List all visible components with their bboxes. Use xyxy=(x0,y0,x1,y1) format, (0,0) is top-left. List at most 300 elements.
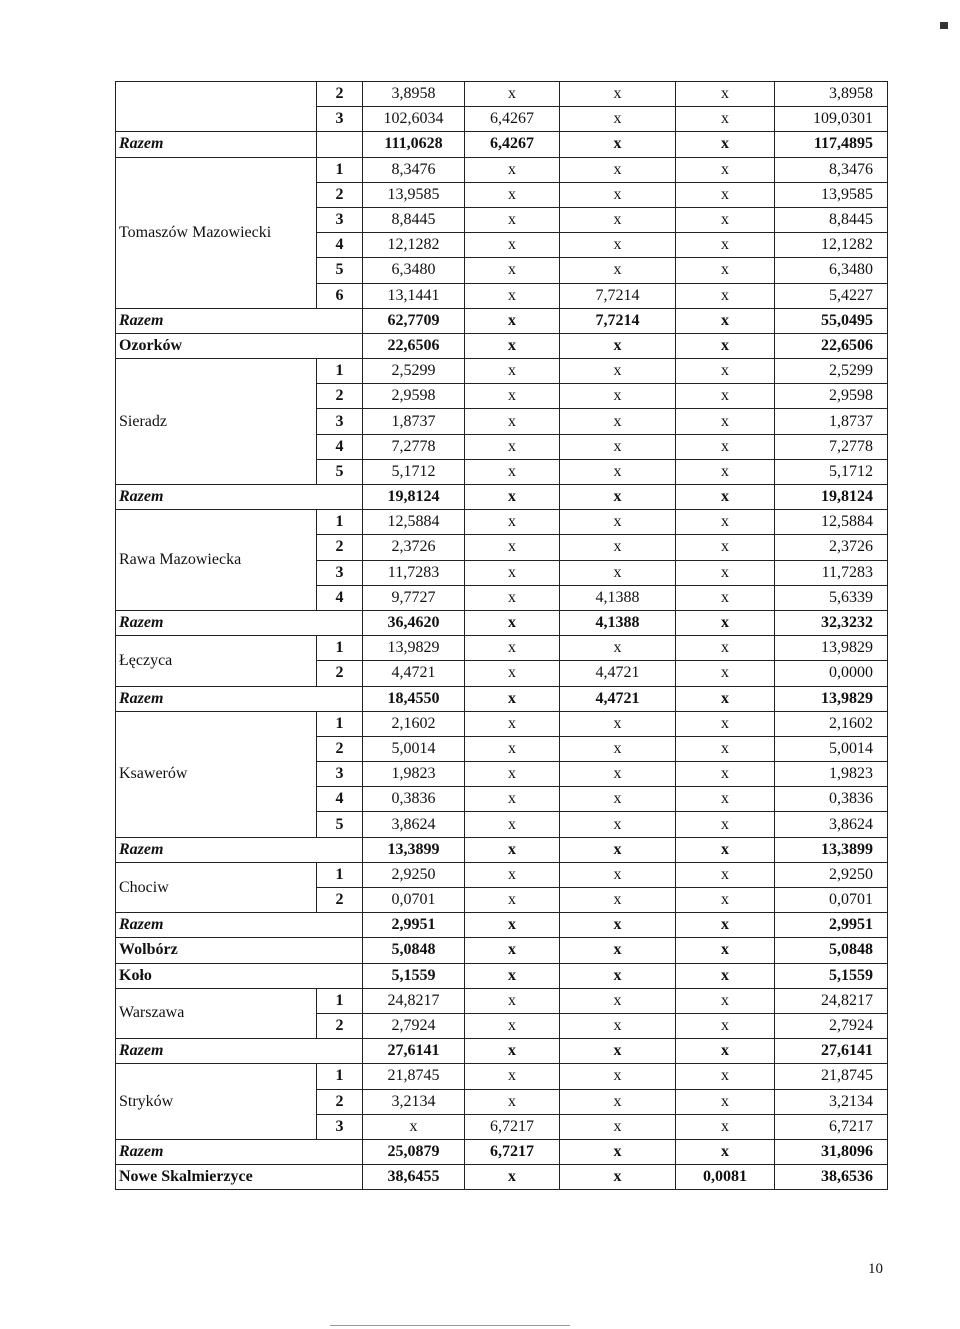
table-row xyxy=(116,988,888,1013)
value-cell: x xyxy=(560,1013,676,1038)
value-cell: x xyxy=(560,636,676,661)
value-cell: 22,6506 xyxy=(363,333,465,358)
municipality-cell: Nowe Skalmierzyce xyxy=(116,1165,363,1190)
total-cell: 2,7924 xyxy=(775,1013,888,1038)
value-cell: 4,4721 xyxy=(560,686,676,711)
value-cell: 6,4267 xyxy=(465,132,560,157)
value-cell: x xyxy=(465,963,560,988)
total-cell: 5,1712 xyxy=(775,459,888,484)
total-cell: 1,9823 xyxy=(775,762,888,787)
plot-number-cell: 2 xyxy=(317,384,363,409)
value-cell: x xyxy=(676,736,775,761)
value-cell: 6,7217 xyxy=(465,1139,560,1164)
municipality-cell: Razem xyxy=(116,132,317,157)
value-cell: 2,5299 xyxy=(363,359,465,384)
plot-number-cell: 2 xyxy=(317,182,363,207)
value-cell: x xyxy=(560,913,676,938)
municipality-cell: Razem xyxy=(116,837,363,862)
municipality-cell: Razem xyxy=(116,913,363,938)
total-cell: 13,9829 xyxy=(775,686,888,711)
municipality-cell: Warszawa xyxy=(116,988,317,1038)
value-cell: x xyxy=(676,1114,775,1139)
total-cell: 5,0848 xyxy=(775,938,888,963)
value-cell: x xyxy=(676,207,775,232)
plot-number-cell: 5 xyxy=(317,459,363,484)
table-row xyxy=(116,636,888,661)
value-cell: x xyxy=(560,1165,676,1190)
value-cell: x xyxy=(465,888,560,913)
value-cell: x xyxy=(465,157,560,182)
value-cell: x xyxy=(560,1039,676,1064)
value-cell: x xyxy=(676,888,775,913)
plot-number-cell: 2 xyxy=(317,888,363,913)
value-cell: x xyxy=(465,812,560,837)
value-cell: 2,3726 xyxy=(363,535,465,560)
value-cell: x xyxy=(560,107,676,132)
value-cell: x xyxy=(560,1089,676,1114)
value-cell: x xyxy=(465,1165,560,1190)
total-cell: 55,0495 xyxy=(775,308,888,333)
value-cell: x xyxy=(465,560,560,585)
plot-number-cell: 3 xyxy=(317,107,363,132)
value-cell: x xyxy=(560,736,676,761)
table-row xyxy=(116,963,888,988)
plot-number-cell: 3 xyxy=(317,560,363,585)
total-cell: 8,3476 xyxy=(775,157,888,182)
value-cell: 0,3836 xyxy=(363,787,465,812)
value-cell: 13,3899 xyxy=(363,837,465,862)
value-cell: x xyxy=(560,132,676,157)
value-cell: x xyxy=(465,686,560,711)
value-cell: x xyxy=(560,1064,676,1089)
value-cell: 2,9250 xyxy=(363,862,465,887)
total-cell: 21,8745 xyxy=(775,1064,888,1089)
plot-number-cell: 4 xyxy=(317,585,363,610)
value-cell: 7,2778 xyxy=(363,434,465,459)
plot-number-cell: 5 xyxy=(317,812,363,837)
value-cell: x xyxy=(560,988,676,1013)
value-cell: x xyxy=(676,258,775,283)
value-cell: x xyxy=(465,913,560,938)
total-cell: 38,6536 xyxy=(775,1165,888,1190)
total-cell: 2,5299 xyxy=(775,359,888,384)
total-cell: 2,3726 xyxy=(775,535,888,560)
value-cell: x xyxy=(676,233,775,258)
value-cell: x xyxy=(676,132,775,157)
value-cell: 38,6455 xyxy=(363,1165,465,1190)
value-cell: x xyxy=(560,333,676,358)
value-cell: 6,7217 xyxy=(465,1114,560,1139)
value-cell: 3,8958 xyxy=(363,82,465,107)
total-cell: 3,8958 xyxy=(775,82,888,107)
plot-number-cell: 1 xyxy=(317,1064,363,1089)
value-cell: x xyxy=(465,283,560,308)
total-cell: 31,8096 xyxy=(775,1139,888,1164)
value-cell: 3,8624 xyxy=(363,812,465,837)
value-cell: 4,1388 xyxy=(560,610,676,635)
table-row xyxy=(116,862,888,887)
value-cell: 4,4721 xyxy=(560,661,676,686)
value-cell: x xyxy=(676,1089,775,1114)
page-number: 10 xyxy=(868,1261,883,1277)
municipality-cell: Razem xyxy=(116,686,363,711)
table-row xyxy=(116,913,888,938)
plot-number-cell: 1 xyxy=(317,510,363,535)
value-cell: x xyxy=(465,636,560,661)
table-row xyxy=(116,510,888,535)
total-cell: 2,9598 xyxy=(775,384,888,409)
value-cell: x xyxy=(676,762,775,787)
value-cell: x xyxy=(676,182,775,207)
value-cell: x xyxy=(465,459,560,484)
total-cell: 117,4895 xyxy=(775,132,888,157)
table-row xyxy=(116,711,888,736)
value-cell: x xyxy=(560,82,676,107)
municipality-cell: Rawa Mazowiecka xyxy=(116,510,317,611)
value-cell: 13,9585 xyxy=(363,182,465,207)
value-cell: x xyxy=(465,333,560,358)
total-cell: 6,3480 xyxy=(775,258,888,283)
value-cell: x xyxy=(560,888,676,913)
value-cell: x xyxy=(363,1114,465,1139)
value-cell: x xyxy=(560,485,676,510)
value-cell: x xyxy=(465,207,560,232)
value-cell: x xyxy=(676,661,775,686)
value-cell: x xyxy=(465,787,560,812)
value-cell: x xyxy=(465,762,560,787)
value-cell: x xyxy=(676,837,775,862)
value-cell: 6,3480 xyxy=(363,258,465,283)
value-cell: x xyxy=(465,384,560,409)
municipality-cell: Ozorków xyxy=(116,333,363,358)
value-cell: x xyxy=(560,207,676,232)
plot-number-cell: 3 xyxy=(317,409,363,434)
value-cell: x xyxy=(465,585,560,610)
plot-number-cell: 2 xyxy=(317,535,363,560)
table-row xyxy=(116,938,888,963)
value-cell: x xyxy=(465,837,560,862)
value-cell: 19,8124 xyxy=(363,485,465,510)
total-cell: 109,0301 xyxy=(775,107,888,132)
plot-number-cell: 4 xyxy=(317,787,363,812)
value-cell: x xyxy=(676,938,775,963)
value-cell: x xyxy=(676,787,775,812)
table-row xyxy=(116,485,888,510)
total-cell: 1,8737 xyxy=(775,409,888,434)
total-cell: 7,2778 xyxy=(775,434,888,459)
total-cell: 5,4227 xyxy=(775,283,888,308)
plot-number-cell: 2 xyxy=(317,661,363,686)
value-cell: x xyxy=(465,258,560,283)
scan-mark xyxy=(940,22,948,29)
value-cell: 6,4267 xyxy=(465,107,560,132)
value-cell: x xyxy=(465,1039,560,1064)
value-cell: x xyxy=(676,510,775,535)
value-cell: x xyxy=(676,535,775,560)
value-cell: x xyxy=(560,233,676,258)
value-cell: x xyxy=(676,862,775,887)
municipality-cell xyxy=(116,82,317,132)
municipality-cell: Razem xyxy=(116,1039,363,1064)
value-cell: x xyxy=(465,409,560,434)
value-cell: x xyxy=(560,787,676,812)
total-cell: 27,6141 xyxy=(775,1039,888,1064)
value-cell: x xyxy=(676,988,775,1013)
value-cell: 5,0848 xyxy=(363,938,465,963)
value-cell: x xyxy=(465,359,560,384)
value-cell: x xyxy=(560,182,676,207)
value-cell: x xyxy=(676,1013,775,1038)
plot-number-cell: 1 xyxy=(317,636,363,661)
value-cell: x xyxy=(465,711,560,736)
plot-number-cell: 1 xyxy=(317,157,363,182)
value-cell: x xyxy=(676,359,775,384)
value-cell: x xyxy=(560,762,676,787)
table-row xyxy=(116,837,888,862)
value-cell: 2,1602 xyxy=(363,711,465,736)
municipality-cell: Sieradz xyxy=(116,359,317,485)
total-cell: 12,5884 xyxy=(775,510,888,535)
value-cell: 12,5884 xyxy=(363,510,465,535)
value-cell: x xyxy=(465,434,560,459)
value-cell: 11,7283 xyxy=(363,560,465,585)
value-cell: 4,1388 xyxy=(560,585,676,610)
municipality-cell: Razem xyxy=(116,1139,363,1164)
total-cell: 5,1559 xyxy=(775,963,888,988)
municipality-cell: Łęczyca xyxy=(116,636,317,686)
value-cell: x xyxy=(676,913,775,938)
total-cell: 2,9951 xyxy=(775,913,888,938)
plot-number-cell: 4 xyxy=(317,434,363,459)
value-cell: x xyxy=(676,560,775,585)
value-cell: x xyxy=(676,711,775,736)
footer-rule xyxy=(330,1325,570,1326)
total-cell: 2,1602 xyxy=(775,711,888,736)
value-cell: x xyxy=(560,560,676,585)
total-cell: 5,6339 xyxy=(775,585,888,610)
table-row xyxy=(116,333,888,358)
total-cell: 13,9829 xyxy=(775,636,888,661)
table-row xyxy=(116,1165,888,1190)
municipality-cell: Tomaszów Mazowiecki xyxy=(116,157,317,308)
value-cell: x xyxy=(676,333,775,358)
table-row xyxy=(116,1064,888,1089)
value-cell: 24,8217 xyxy=(363,988,465,1013)
value-cell: x xyxy=(676,409,775,434)
value-cell: x xyxy=(676,585,775,610)
total-cell: 0,0000 xyxy=(775,661,888,686)
value-cell: x xyxy=(465,485,560,510)
value-cell: x xyxy=(560,812,676,837)
value-cell: x xyxy=(676,636,775,661)
value-cell: x xyxy=(465,1064,560,1089)
value-cell: x xyxy=(560,409,676,434)
value-cell: 5,1559 xyxy=(363,963,465,988)
table-row xyxy=(116,132,888,157)
total-cell: 2,9250 xyxy=(775,862,888,887)
value-cell: 3,2134 xyxy=(363,1089,465,1114)
plot-number-cell: 1 xyxy=(317,711,363,736)
value-cell: x xyxy=(560,837,676,862)
value-cell: x xyxy=(560,459,676,484)
value-cell: x xyxy=(560,862,676,887)
value-cell: x xyxy=(560,963,676,988)
plot-number-cell: 2 xyxy=(317,82,363,107)
value-cell: x xyxy=(676,434,775,459)
value-cell: x xyxy=(676,1039,775,1064)
total-cell: 19,8124 xyxy=(775,485,888,510)
value-cell: x xyxy=(465,182,560,207)
value-cell: 1,9823 xyxy=(363,762,465,787)
total-cell: 6,7217 xyxy=(775,1114,888,1139)
total-cell: 12,1282 xyxy=(775,233,888,258)
value-cell: x xyxy=(676,963,775,988)
value-cell: x xyxy=(560,510,676,535)
value-cell: 25,0879 xyxy=(363,1139,465,1164)
value-cell: x xyxy=(560,1139,676,1164)
plot-number-cell: 2 xyxy=(317,736,363,761)
table-row xyxy=(116,82,888,107)
total-cell: 5,0014 xyxy=(775,736,888,761)
value-cell: x xyxy=(560,258,676,283)
municipality-cell: Wolbórz xyxy=(116,938,363,963)
plot-number-cell xyxy=(317,132,363,157)
value-cell: 0,0081 xyxy=(676,1165,775,1190)
value-cell: x xyxy=(465,736,560,761)
table-row xyxy=(116,359,888,384)
value-cell: x xyxy=(676,82,775,107)
value-cell: x xyxy=(560,359,676,384)
municipality-cell: Stryków xyxy=(116,1064,317,1140)
value-cell: 27,6141 xyxy=(363,1039,465,1064)
plot-number-cell: 2 xyxy=(317,1013,363,1038)
plot-number-cell: 3 xyxy=(317,1114,363,1139)
value-cell: 7,7214 xyxy=(560,308,676,333)
table-body xyxy=(116,82,888,1190)
value-cell: 0,0701 xyxy=(363,888,465,913)
value-cell: 111,0628 xyxy=(363,132,465,157)
total-cell: 11,7283 xyxy=(775,560,888,585)
value-cell: x xyxy=(560,157,676,182)
municipality-cell: Razem xyxy=(116,308,363,333)
table-row xyxy=(116,686,888,711)
value-cell: x xyxy=(560,1114,676,1139)
municipality-cell: Chociw xyxy=(116,862,317,912)
value-cell: 12,1282 xyxy=(363,233,465,258)
value-cell: 1,8737 xyxy=(363,409,465,434)
plot-number-cell: 5 xyxy=(317,258,363,283)
value-cell: x xyxy=(465,82,560,107)
table-row xyxy=(116,610,888,635)
total-cell: 22,6506 xyxy=(775,333,888,358)
value-cell: x xyxy=(465,233,560,258)
plot-number-cell: 3 xyxy=(317,207,363,232)
plot-number-cell: 2 xyxy=(317,1089,363,1114)
value-cell: 5,1712 xyxy=(363,459,465,484)
plot-number-cell: 6 xyxy=(317,283,363,308)
value-cell: 4,4721 xyxy=(363,661,465,686)
value-cell: x xyxy=(465,938,560,963)
total-cell: 13,3899 xyxy=(775,837,888,862)
total-cell: 24,8217 xyxy=(775,988,888,1013)
value-cell: x xyxy=(560,938,676,963)
table-row xyxy=(116,1139,888,1164)
value-cell: 8,8445 xyxy=(363,207,465,232)
value-cell: x xyxy=(676,459,775,484)
value-cell: x xyxy=(465,510,560,535)
value-cell: x xyxy=(465,988,560,1013)
value-cell: 13,1441 xyxy=(363,283,465,308)
value-cell: 5,0014 xyxy=(363,736,465,761)
value-cell: 18,4550 xyxy=(363,686,465,711)
value-cell: 13,9829 xyxy=(363,636,465,661)
municipality-cell: Razem xyxy=(116,485,363,510)
table-row xyxy=(116,308,888,333)
value-cell: x xyxy=(676,812,775,837)
value-cell: x xyxy=(560,434,676,459)
value-cell: x xyxy=(465,661,560,686)
municipality-cell: Ksawerów xyxy=(116,711,317,837)
table-row xyxy=(116,157,888,182)
value-cell: x xyxy=(676,384,775,409)
municipality-cell: Koło xyxy=(116,963,363,988)
municipality-cell: Razem xyxy=(116,610,363,635)
plot-number-cell: 3 xyxy=(317,762,363,787)
value-cell: x xyxy=(465,535,560,560)
value-cell: 62,7709 xyxy=(363,308,465,333)
value-cell: x xyxy=(560,384,676,409)
value-cell: x xyxy=(560,535,676,560)
value-cell: x xyxy=(465,1013,560,1038)
value-cell: 7,7214 xyxy=(560,283,676,308)
data-table xyxy=(115,81,888,1190)
value-cell: x xyxy=(465,862,560,887)
value-cell: x xyxy=(676,1139,775,1164)
value-cell: x xyxy=(676,283,775,308)
value-cell: 21,8745 xyxy=(363,1064,465,1089)
value-cell: x xyxy=(676,610,775,635)
plot-number-cell: 1 xyxy=(317,988,363,1013)
total-cell: 0,3836 xyxy=(775,787,888,812)
plot-number-cell: 4 xyxy=(317,233,363,258)
total-cell: 13,9585 xyxy=(775,182,888,207)
total-cell: 0,0701 xyxy=(775,888,888,913)
table-row xyxy=(116,1039,888,1064)
total-cell: 8,8445 xyxy=(775,207,888,232)
value-cell: 2,9598 xyxy=(363,384,465,409)
plot-number-cell: 1 xyxy=(317,359,363,384)
total-cell: 32,3232 xyxy=(775,610,888,635)
total-cell: 3,2134 xyxy=(775,1089,888,1114)
value-cell: x xyxy=(676,1064,775,1089)
value-cell: 2,7924 xyxy=(363,1013,465,1038)
value-cell: x xyxy=(465,610,560,635)
value-cell: x xyxy=(676,157,775,182)
value-cell: 8,3476 xyxy=(363,157,465,182)
value-cell: x xyxy=(465,308,560,333)
value-cell: 2,9951 xyxy=(363,913,465,938)
value-cell: x xyxy=(676,485,775,510)
value-cell: x xyxy=(465,1089,560,1114)
value-cell: x xyxy=(560,711,676,736)
value-cell: 36,4620 xyxy=(363,610,465,635)
value-cell: x xyxy=(676,686,775,711)
value-cell: 102,6034 xyxy=(363,107,465,132)
value-cell: x xyxy=(676,308,775,333)
plot-number-cell: 1 xyxy=(317,862,363,887)
total-cell: 3,8624 xyxy=(775,812,888,837)
value-cell: x xyxy=(676,107,775,132)
